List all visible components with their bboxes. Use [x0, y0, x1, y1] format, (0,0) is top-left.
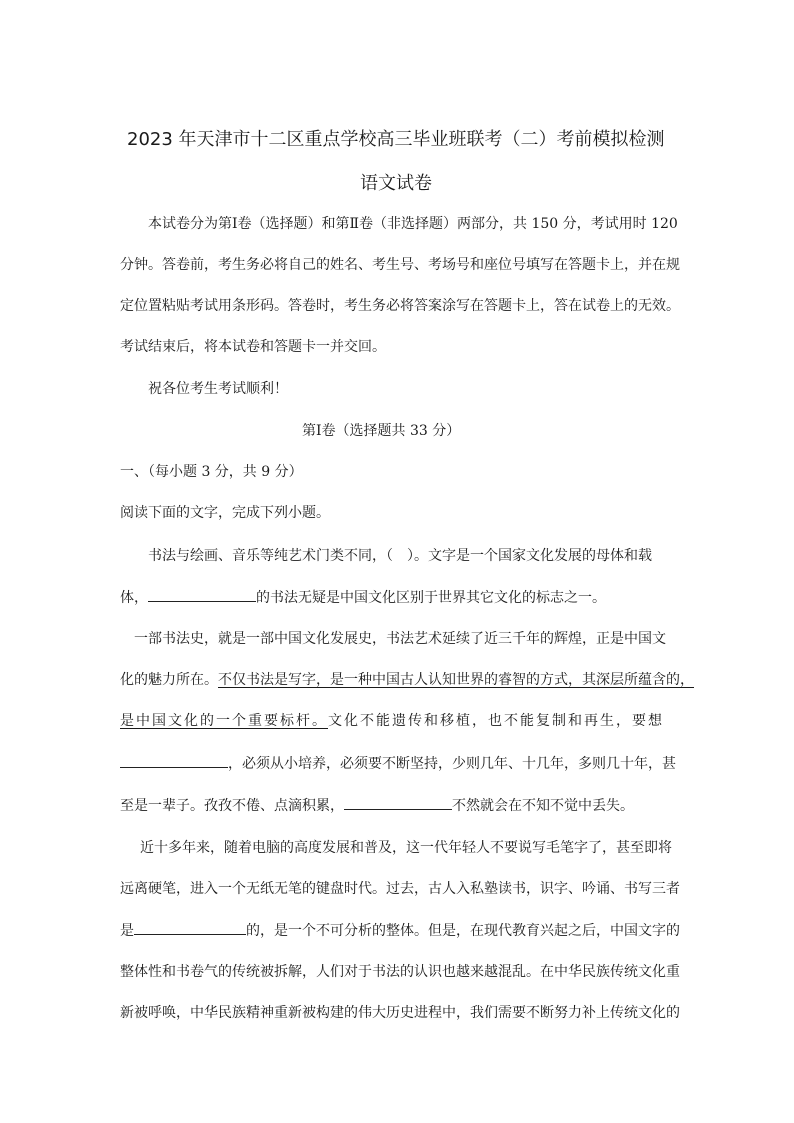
- passage-line: [120, 587, 606, 608]
- passage-line: [120, 711, 664, 731]
- passage-text: 的书法无疑是中国文化区别于世界其它文化的标志之一。: [256, 590, 606, 606]
- passage-text: 文化不能遗传和移植，也不能复制和再生，要想: [328, 713, 664, 729]
- instruction-line: 本试卷分为第Ⅰ卷（选择题）和第Ⅱ卷（非选择题）两部分，共 150 分，考试用时 120: [148, 216, 678, 232]
- reading-directive: 阅读下面的文字，完成下列小题。: [120, 505, 330, 521]
- good-luck-text: 祝各位考生考试顺利！: [148, 381, 288, 397]
- underlined-sentence: 不仅书法是写字，是一种中国古人认知世界的睿智的方式，其深层所蕴含的，: [218, 672, 694, 688]
- passage-line: 新被呼唤，中华民族精神重新被构建的伟大历史进程中，我们需要不断努力补上传统文化的: [120, 1005, 680, 1021]
- fill-blank: [344, 795, 452, 810]
- passage-line: 一部书法史，就是一部中国文化发展史，书法艺术延续了近三千年的辉煌，正是中国文: [134, 631, 666, 647]
- fill-blank: [134, 920, 246, 935]
- passage-line: [120, 670, 694, 690]
- instruction-line: 分钟。答卷前，考生务必将自己的姓名、考生号、考场号和座位号填写在答题卡上，并在规: [120, 257, 680, 273]
- passage-text: 体，: [120, 590, 148, 606]
- passage-text: 是: [120, 923, 134, 939]
- passage-text: 至是一辈子。孜孜不倦、点滴积累，: [120, 798, 344, 814]
- passage-line: [120, 753, 676, 774]
- passage-text: 的，是一个不可分析的整体。但是，在现代教育兴起之后，中国文字的: [246, 923, 680, 939]
- passage-text: 化的魅力所在。: [120, 672, 218, 688]
- passage-line: [120, 920, 680, 941]
- fill-blank: [120, 753, 228, 768]
- instruction-line: 考试结束后，将本试卷和答题卡一并交回。: [120, 339, 386, 355]
- instruction-line: 定位置粘贴考试用条形码。答卷时，考生务必将答案涂写在答题卡上，答在试卷上的无效。: [120, 298, 680, 314]
- underlined-sentence: 是中国文化的一个重要标杆。: [120, 713, 328, 729]
- passage-line: 远离硬笔，进入一个无纸无笔的键盘时代。过去，古人入私塾读书，识字、吟诵、书写三者: [120, 881, 680, 897]
- passage-line: [120, 795, 634, 816]
- passage-line: 书法与绘画、音乐等纯艺术门类不同，（ ）。文字是一个国家文化发展的母体和载: [148, 548, 652, 564]
- part-heading: 一、（每小题 3 分，共 9 分）: [120, 464, 303, 480]
- passage-line: 近十多年来，随着电脑的高度发展和普及，这一代年轻人不要说写毛笔字了，甚至即将: [140, 840, 672, 856]
- page-subtitle: 语文试卷: [360, 173, 432, 194]
- section-heading: 第Ⅰ卷（选择题共 33 分）: [302, 423, 461, 439]
- passage-line: 整体性和书卷气的传统被拆解，人们对于书法的认识也越来越混乱。在中华民族传统文化重: [120, 964, 680, 980]
- passage-text: ，必须从小培养，必须要不断坚持，少则几年、十几年，多则几十年，甚: [228, 756, 676, 772]
- page-title: 2023 年天津市十二区重点学校高三毕业班联考（二）考前模拟检测: [127, 129, 665, 150]
- fill-blank: [148, 587, 256, 602]
- passage-text: 不然就会在不知不觉中丢失。: [452, 798, 634, 814]
